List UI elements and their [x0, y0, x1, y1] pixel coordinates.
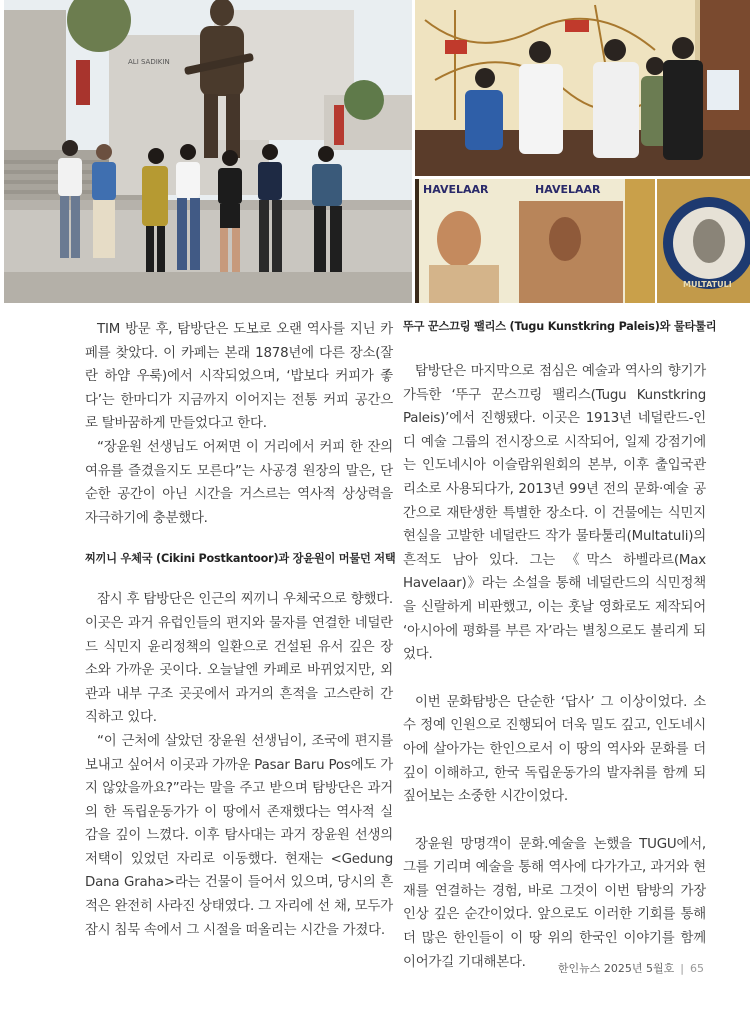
footer-divider: |	[680, 962, 684, 975]
paragraph-post-office: 잠시 후 탐방단은 인근의 찌끼니 우체국으로 향했다. 이곳은 과거 유럽인들의 편지와 물자를 연결한 네덜란드 식민지 윤리정책의 일환으로 건설된 유서 깊은 장소와 가까운 곳이다. 오늘날엔 카페로 바뀌었지만, 외관과 내부 구조 곳곳에서 과거의 흔적을 고스란히 간직하고 있다.	[85, 592, 393, 726]
page-footer	[558, 960, 704, 976]
paragraph-cafe-visit: TIM 방문 후, 탐방단은 도보로 오랜 역사를 지닌 카페를 찾았다. 이 카페는 본래 1878년에 다른 장소(잘란 하얌 우룩)에서 시작되었으며, ‘밥보다 커피가 좋다’는 한마디가 지금까지 이어지는 전통 커피 공간으로 탈바꿈하게 만들었다고 한다.	[85, 322, 393, 432]
publication-name: 한인뉴스 2025년 5월호	[557, 962, 675, 975]
poster-label-1: HAVELAAR	[423, 183, 489, 196]
article-right-column	[403, 318, 717, 974]
paragraph-tour-summary: 이번 문화탐방은 단순한 ‘답사’ 그 이상이었다. 소수 정예 인원으로 진행되어 더욱 밀도 깊고, 인도네시아에 살아가는 한인으로서 이 땅의 역사와 문화를 더 깊이 이해하고, 한국 독립운동가의 발자취를 함께 되짚어보는 소중한 시간이었다.	[403, 694, 706, 805]
poster-label-2: HAVELAAR	[535, 183, 601, 196]
article-left-column	[85, 318, 396, 942]
paragraph-tugu-lunch: 탐방단은 마지막으로 점심은 예술과 역사의 향기가 가득한 ‘뚜구 꾼스끄링 팰리스(Tugu Kunstkring Paleis)’에서 진행됐다. 이곳은 1913년 네덜란드-인디 예술 그룹의 전시장으로 시작되어, 일제 강점기에는 인도네시아 이슬람위원회의 본부, 이후 출입국관리소로 사용되다가, 2013년 99년 전의 문화·예술 공간으로 재탄생한 특별한 장소다. 이 건물에는 식민지 현실을 고발한 네덜란드 작가 물타툴리(Multatuli)의 흔적도 남아 있다. 그는 《막스 하벨라르(Max Havelaar)》라는 소설을 통해 네덜란드의 식민정책을 신랄하게 비판했고, 이는 훗날 영화로도 제작되어 ‘아시아에 평화를 부른 자’라는 별칭으로도 불리게 되었다.	[403, 364, 706, 663]
section-heading-cikini: 찌끼니 우체국 (Cikini Postkantoor)과 장윤원이 머물던 저택	[85, 552, 396, 566]
map-viewing-photo	[415, 0, 750, 176]
paragraph-residence: “이 근처에 살았던 장윤원 선생님이, 조국에 편지를 보내고 싶어서 이곳과 가까운 Pasar Baru Pos에도 가지 않았을까요?”라는 말을 주고 받으며 탐방단은 과거의 한 독립운동가가 이 땅에서 존재했다는 역사적 실감을 깊이 느꼈다. 이후 탐사대는 과거 장윤원 선생의 저택이 있었던 자리로 이동했다. 현재는 <Gedung Dana Graha>라는 건물이 들어서 있으며, 당시의 흔적은 완전히 사라진 상태였다. 그 자리에 선 채, 모두가 잠시 침묵 속에서 그 시절을 떠올리는 시간을 가졌다.	[85, 733, 394, 938]
page-number: 65	[690, 962, 704, 975]
statue-sign: ALI SADIKIN	[128, 58, 170, 66]
section-heading-tugu: 뚜구 꾼스끄링 팰리스 (Tugu Kunstkring Paleis)와 물타툴리	[403, 320, 717, 333]
havelaar-poster-photo	[415, 179, 655, 303]
multatuli-medallion-photo	[657, 179, 750, 303]
medallion-label: MULTATULI	[683, 280, 732, 289]
paragraph-quote-coffee: “장윤원 선생님도 어쩌면 이 거리에서 커피 한 잔의 여유를 즐겼을지도 모른다”는 사공경 원장의 말은, 단순한 공간이 아닌 시간을 거스르는 역사적 상상력을 자극하기에 충분했다.	[85, 439, 393, 526]
paragraph-closing: 장윤원 망명객이 문화.예술을 논했을 TUGU에서, 그를 기리며 예술을 통해 역사에 다가가고, 과거와 현재를 연결하는 경험, 바로 그것이 이번 탐방의 가장 인상 깊은 순간이었다. 앞으로도 이러한 기회를 통해 더 많은 한인들이 이 땅 위의 한국인 이야기를 함께 이어가길 기대해본다.	[403, 836, 706, 970]
group-photo-statue	[4, 0, 412, 303]
